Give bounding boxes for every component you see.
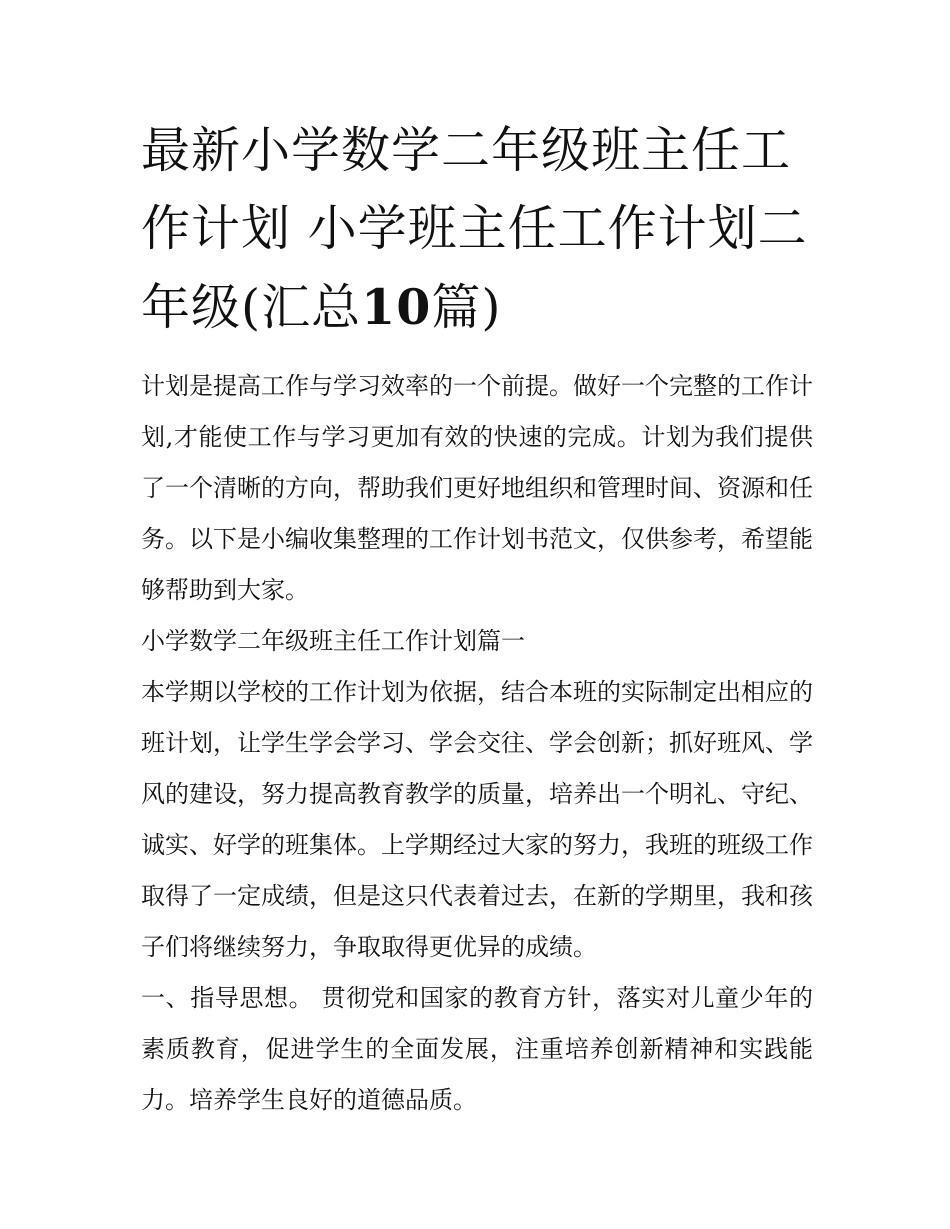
document-title [141,112,813,347]
intro-paragraph: 计划是提高工作与学习效率的一个前提。做好一个完整的工作计划,才能使工作与学习更加有效的快速的完成。计划为我们提供了一个清晰的方向，帮助我们更好地组织和管理时间、资源和任务。以下是小编收集整理的工作计划书范文，仅供参考，希望能够帮助到大家。 [141,372,813,604]
title-text-part1: 最新小学数学二年级班主任工作计划 小学班主任工作计划二年级(汇总 [141,122,808,336]
body-paragraph-1: 本学期以学校的工作计划为依据，结合本班的实际制定出相应的班计划，让学生学会学习、学会交往、学会创新；抓好班风、学风的建设，努力提高教育教学的质量，培养出一个明礼、守纪、诚实、好学的班集体。上学期经过大家的努力，我班的班级工作取得了一定成绩，但是这只代表着过去，在新的学期里，我和孩子们将继续努力，争取取得更优异的成绩。 [141,678,813,961]
document-page [141,112,813,1126]
title-number: 10 [361,278,432,336]
document-body [141,361,813,1126]
title-text-part2: 篇) [431,279,502,336]
section-heading: 小学数学二年级班主任工作计划篇一 [141,627,525,655]
body-paragraph-2: 一、指导思想。 贯彻党和国家的教育方针，落实对儿童少年的素质教育，促进学生的全面发展，注重培养创新精神和实践能力。培养学生良好的道德品质。 [141,984,813,1114]
